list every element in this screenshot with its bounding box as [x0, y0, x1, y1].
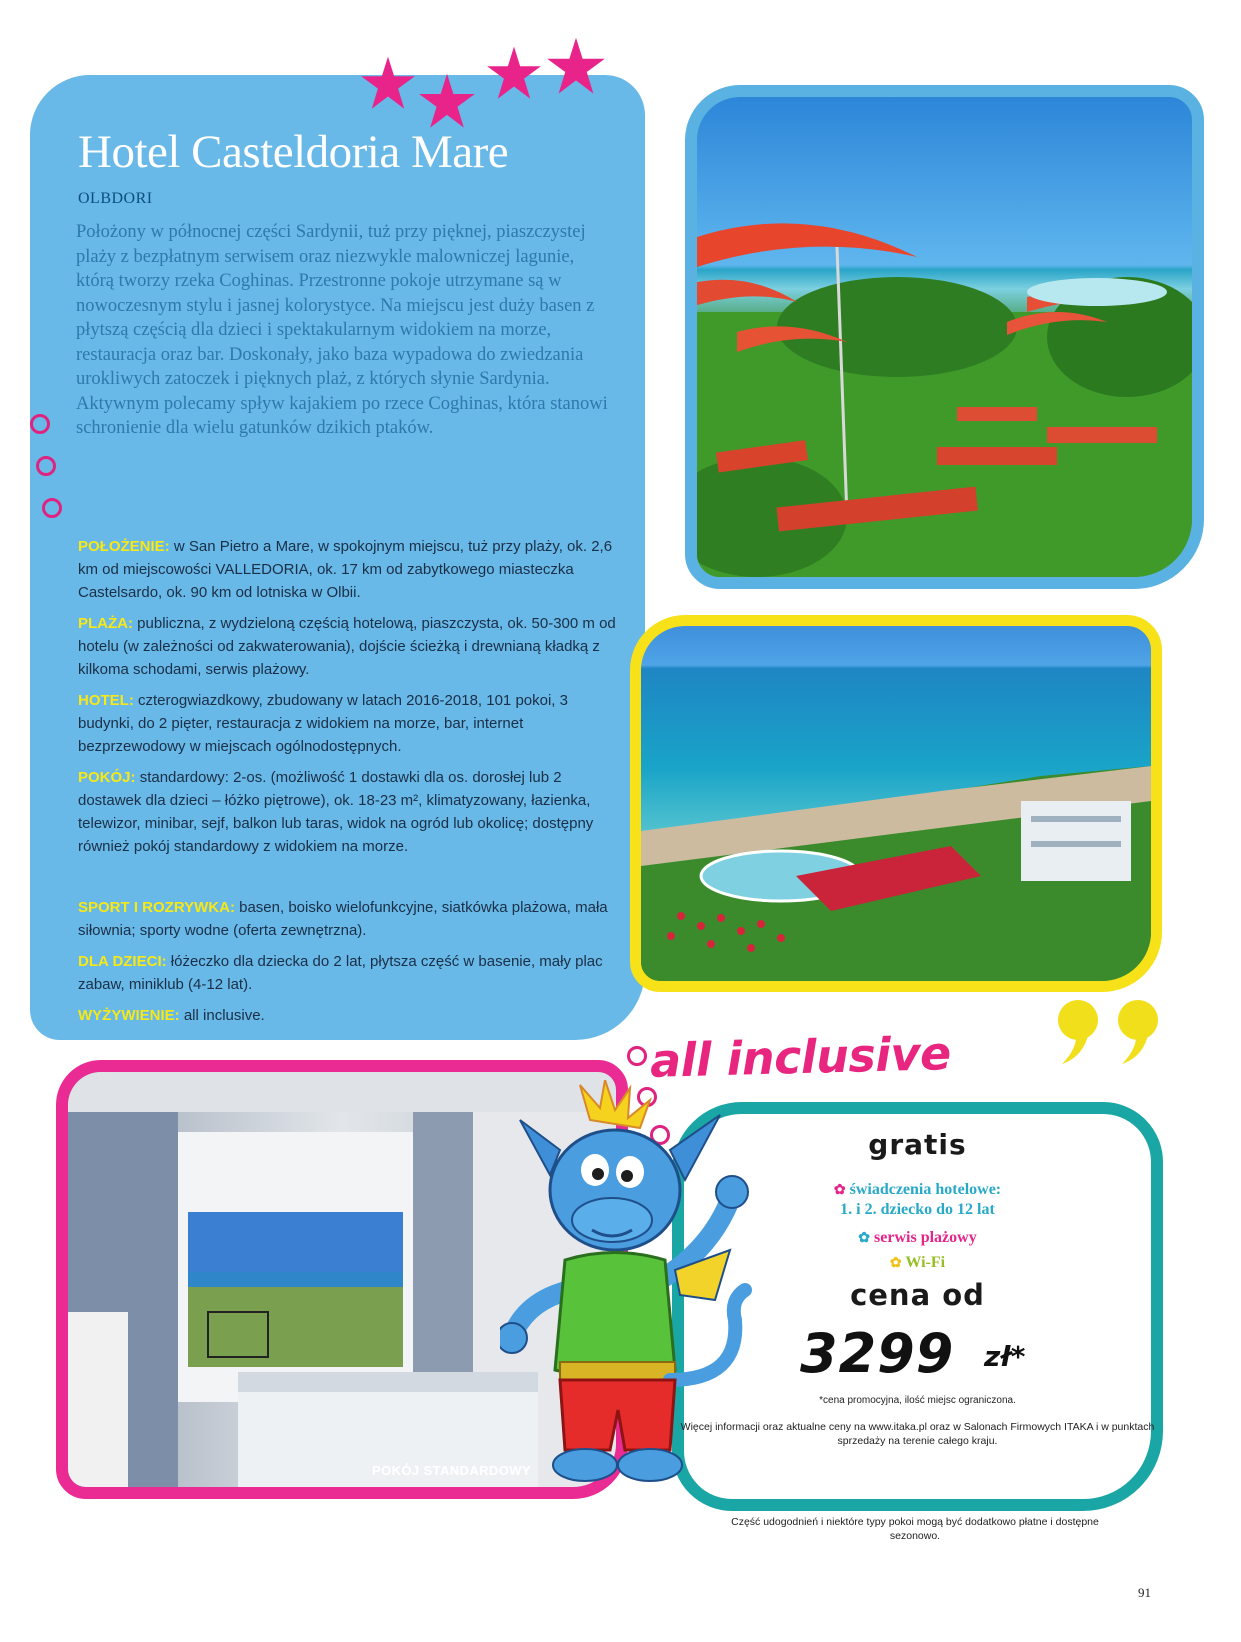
flower-icon: ✿ [833, 1183, 846, 1198]
price-value: 3299 [800, 1322, 955, 1385]
section-text: publiczna, z wydzieloną częścią hotelową, piaszczysta, ok. 50-300 m od hotelu (w zależności od zakwaterowania), dojście ścieżką i drewnianą kładką z kilkoma schodami, serwis plażowy. [78, 615, 616, 678]
section-label: POŁOŻENIE: [78, 538, 170, 555]
hotel-region: OLBDORI [78, 190, 153, 207]
price-note: *cena promocyjna, ilość miejsc ograniczona. [819, 1395, 1016, 1406]
section-sport [78, 896, 618, 942]
ring-icon [36, 456, 56, 476]
flower-icon: ✿ [858, 1231, 871, 1246]
section-label: POKÓJ: [78, 769, 136, 786]
benefit-text: 1. i 2. dziecko do 12 lat [840, 1201, 995, 1218]
star-icon [486, 45, 542, 101]
beach-umbrellas-illustration [697, 97, 1192, 577]
section-text: czterogwiazdkowy, zbudowany w latach 2016-2018, 101 pokoi, 3 budynki, do 2 pięter, restauracja z widokiem na morze, bar, internet bezprzewodowy w miejscach ogólnodostępnych. [78, 692, 568, 755]
quote-icon [1050, 998, 1170, 1075]
ring-icon [30, 414, 50, 434]
footnote: Część udogodnień i niektóre typy pokoi mogą być dodatkowo płatne i dostępne sezonowo. [731, 1516, 1099, 1542]
page-number: 91 [1138, 1585, 1151, 1600]
hotel-title: Hotel Casteldoria Mare [78, 126, 509, 178]
section-label: WYŻYWIENIE: [78, 1007, 180, 1024]
gratis-title: gratis [868, 1128, 967, 1161]
ring-icon [627, 1046, 647, 1066]
section-wyzywienie [78, 1004, 618, 1027]
benefit-text: świadczenia hotelowe: [849, 1181, 1002, 1198]
sea-view-illustration [641, 626, 1151, 981]
dragon-mascot [500, 1080, 760, 1505]
section-text: standardowy: 2-os. (możliwość 1 dostawki dla os. dorosłej lub 2 dostawek dla dzieci – łóżko piętrowe), ok. 18-23 m², klimatyzowany, łazienka, telewizor, minibar, sejf, balkon lub taras, widok na ogród lub okolicę; dostępny również pokój standardowy z widokiem na morze. [78, 769, 594, 855]
section-label: DLA DZIECI: [78, 953, 167, 970]
section-hotel [78, 689, 618, 758]
star-icon [360, 55, 416, 111]
sea-view-photo [630, 615, 1162, 992]
benefit-text: serwis plażowy [874, 1229, 977, 1246]
all-inclusive-title: all inclusive [649, 1026, 952, 1088]
beach-umbrellas-photo [685, 85, 1204, 589]
room-caption: POKÓJ STANDARDOWY [372, 1463, 531, 1478]
price-label: cena od [850, 1278, 985, 1312]
section-text: all inclusive. [183, 1007, 265, 1024]
section-label: HOTEL: [78, 692, 134, 709]
section-polozenie [78, 535, 618, 604]
section-dzieci [78, 950, 618, 996]
price-unit: zł* [984, 1340, 1026, 1373]
flower-icon: ✿ [889, 1256, 902, 1271]
hotel-description: Położony w północnej części Sardynii, tuż przy pięknej, piaszczystej plaży z bezpłatnym serwisem oraz niezwykle malowniczej lagunie, którą tworzy rzeka Coghinas. Przestronne pokoje utrzymane są w nowoczesnym stylu i jasnej kolorystyce. Na miejscu jest duży basen z płytszą częścią dla dzieci i spektakularnym widokiem na morze, restauracja oraz bar. Doskonały, jako baza wypadowa do zwiedzania urokliwych zatoczek i pięknych plaż, z których słynie Sardynia. Aktywnym polecamy spływ kajakiem po rzece Coghinas, która stanowi schronienie dla wielu gatunków dzikich ptaków. [76, 222, 608, 438]
star-icon [546, 36, 606, 96]
section-label: SPORT I ROZRYWKA: [78, 899, 235, 916]
section-text: łóżeczko dla dziecka do 2 lat, płytsza część w basenie, mały plac zabaw, miniklub (4-12 lat). [78, 953, 603, 993]
section-pokoj [78, 766, 618, 858]
benefit-text: Wi-Fi [905, 1254, 946, 1271]
section-label: PLAŻA: [78, 615, 133, 632]
section-text: basen, boisko wielofunkcyjne, siatkówka plażowa, mała siłownia; sporty wodne (oferta zewnętrzna). [78, 899, 608, 939]
star-icon [418, 72, 476, 130]
section-text: w San Pietro a Mare, w spokojnym miejscu, tuż przy plaży, ok. 2,6 km od miejscowości VALLEDORIA, ok. 17 km od zabytkowego miasteczka Castelsardo, ok. 90 km od lotniska w Olbii. [78, 538, 613, 601]
info-note: Więcej informacji oraz aktualne ceny na www.itaka.pl oraz w Salonach Firmowych ITAKA i w punktach sprzedaży na terenie całego kraju. [680, 1421, 1155, 1447]
section-plaza [78, 612, 618, 681]
ring-icon [42, 498, 62, 518]
